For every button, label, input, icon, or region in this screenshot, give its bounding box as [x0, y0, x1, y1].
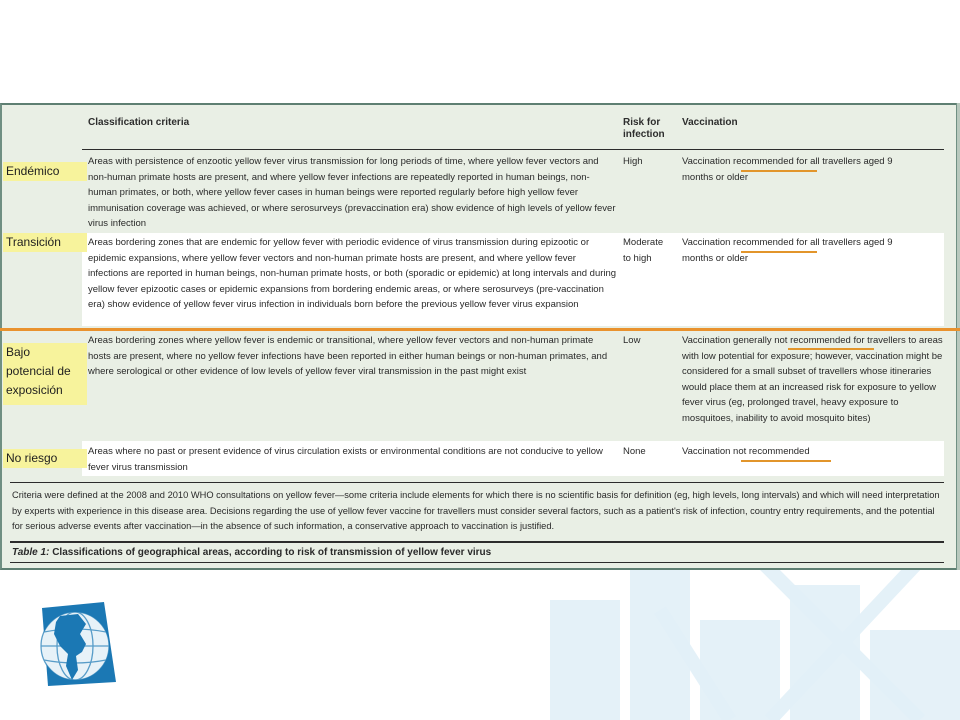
- row2-criteria: Areas bordering zones that are endemic for yellow fever with periodic evidence of virus transmission during epizootic or epidemic expansions, where yellow fever vectors and non-human primate hosts are present, and where yellow fever infections are reported in human beings, non-human primate hosts, or both (sporadic or epidemic) at long intervals and during yellow fever epizootic cases or epidemic expansions from bordering endemic areas, or where serosurveys (pre-vaccination era) show evidence of yellow fever virus infection in individuals born before the previous yellow fever virus expansion: [88, 237, 617, 310]
- row1-criteria: Areas with persistence of enzootic yellow fever virus transmission for long periods of time, where yellow fever vectors and non-human primate hosts are present, and where yellow fever infections are repeatedly reported in human beings, non-human primates, or both, where yellow fever cases in human beings were reported regularly before high yellow fever immunisation coverage was achieved, or where serosurveys (prevaccination era) show evidence of high levels of yellow fever virus infection: [88, 156, 616, 229]
- label-bajo-line2: potencial de: [6, 364, 71, 378]
- header-criteria: Classification criteria: [88, 117, 190, 128]
- table-bottom-rule: [10, 482, 944, 483]
- row1-risk: High: [623, 156, 643, 167]
- card-edge: [956, 103, 960, 570]
- row4-vaccination: Vaccination not recommended: [682, 446, 810, 457]
- row3-risk: Low: [623, 335, 641, 346]
- row4-risk: None: [623, 446, 646, 457]
- caption-text: Classifications of geographical areas, according to risk of transmission of yellow fever virus: [52, 547, 492, 558]
- divider-line: [0, 328, 960, 331]
- table-caption: [12, 547, 491, 558]
- label-endemico: Endémico: [3, 162, 87, 181]
- label-bajo-potencial: [3, 343, 87, 405]
- globe-americas-icon: [30, 600, 120, 688]
- label-transicion: Transición: [3, 233, 87, 252]
- row2-vaccination: Vaccination recommended for all travellers aged 9 months or older: [682, 237, 893, 264]
- label-no-riesgo: No riesgo: [3, 449, 87, 468]
- label-bajo-line1: Bajo: [6, 345, 31, 359]
- row4-criteria: Areas where no past or present evidence of virus circulation exists or environmental conditions are not conducive to yellow fever virus transmission: [88, 446, 603, 473]
- header-rule: [82, 149, 944, 150]
- caption-rule-top: [10, 541, 944, 543]
- caption-label: Table 1:: [12, 547, 50, 558]
- row1-underline: [741, 170, 817, 172]
- label-bajo-line3: exposición: [6, 383, 63, 397]
- row2-risk: Moderate to high: [623, 237, 664, 264]
- header-vaccination: Vaccination: [682, 117, 738, 128]
- header-risk: Risk for infection: [623, 117, 665, 140]
- row2-underline: [741, 251, 817, 253]
- row3-criteria: Areas bordering zones where yellow fever is endemic or transitional, where yellow fever vectors and non-human primate hosts are present, where no yellow fever infections have been reported in either human beings or non-human primates, and where serological or other evidence of low levels of yellow fever viral transmission in the past might exist: [88, 335, 608, 377]
- row3-vaccination: Vaccination generally not recommended for travellers to areas with low potential for exposure; however, vaccination might be considered for a small subset of travellers whose itineraries would place them at an increased risk for exposure to yellow fever virus (eg, prolonged travel, heavy exposure to mosquitoes, inability to avoid mosquito bites): [682, 335, 943, 424]
- caption-rule-bottom: [10, 562, 944, 563]
- row3-underline: [788, 348, 874, 350]
- background-pattern: [540, 560, 960, 720]
- table-footnote: Criteria were defined at the 2008 and 2010 WHO consultations on yellow fever—some criteria include elements for which there is no scientific basis for definition (eg, high levels, long intervals) and which will need interpretation by experts with experience in this disease area. Decisions regarding the use of yellow fever vaccine for travellers must consider several factors, such as a patient's risk of infection, country entry requirements, and the potential for serious adverse events after vaccination—in the absence of such information, a conservative approach to vaccination is justified.: [12, 490, 940, 531]
- row1-vaccination: Vaccination recommended for all travellers aged 9 months or older: [682, 156, 893, 183]
- row4-underline: [741, 460, 831, 462]
